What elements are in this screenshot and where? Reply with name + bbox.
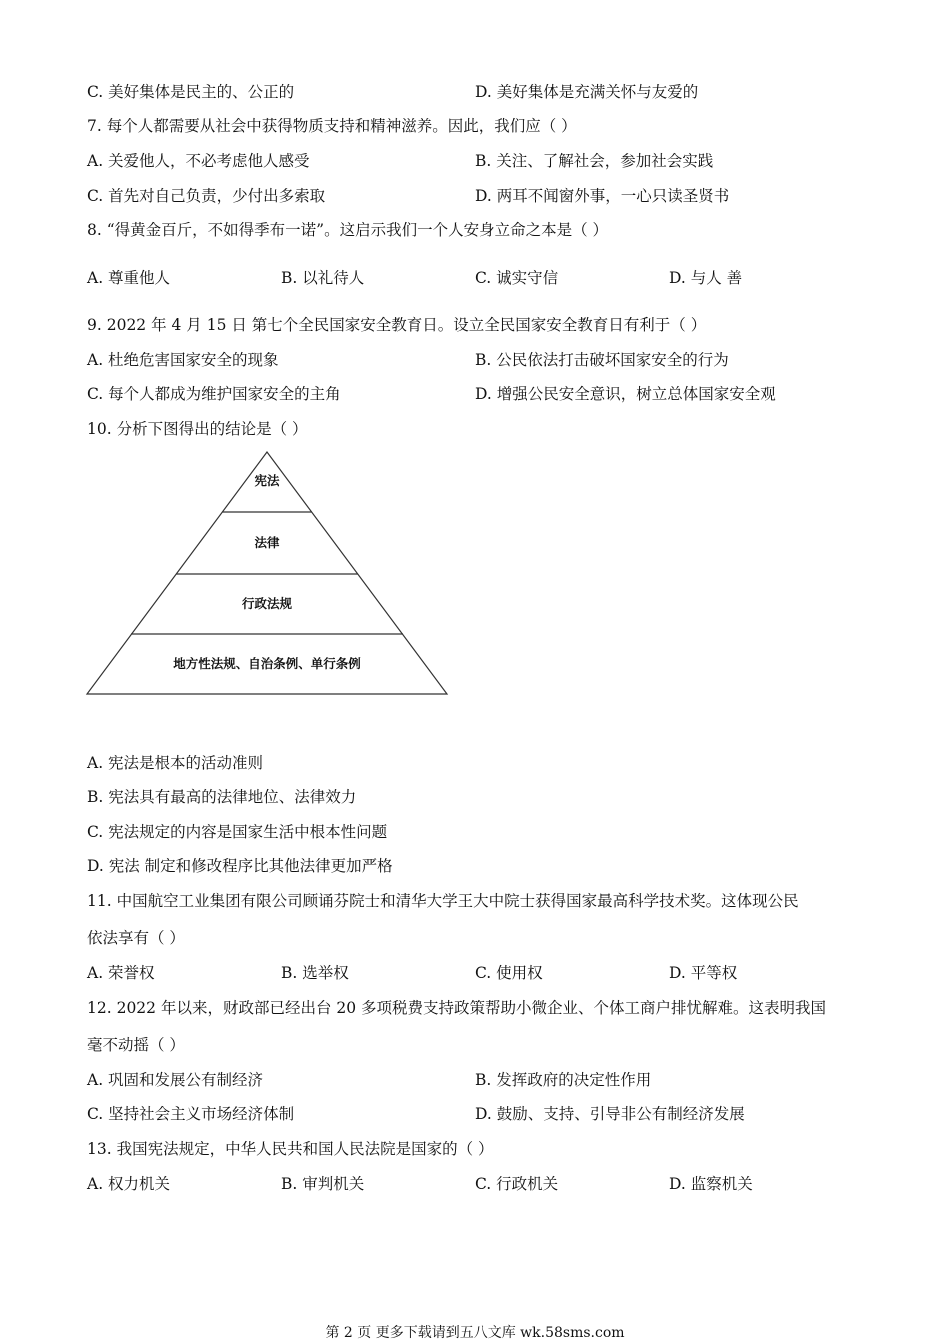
q7-option-a: A. 关爱他人，不必考虑他人感受 [87,152,310,170]
pyramid-level-constitution: 宪法 [254,473,280,488]
pyramid-level-law: 法律 [254,535,280,550]
q7-stem: 7. 每个人都需要从社会中获得物质支持和精神滋养。因此，我们应（ ） [87,117,577,135]
q9-option-d: D. 增强公民安全意识，树立总体国家安全观 [475,385,776,403]
pyramid-level-administrative-regulations: 行政法规 [241,596,293,611]
page-footer: 第 2 页 更多下载请到五八文库 wk.58sms.com [325,1325,625,1341]
q12-option-c: C. 坚持社会主义市场经济体制 [87,1105,295,1123]
q10-option-c: C. 宪法规定的内容是国家生活中根本性问题 [87,823,388,841]
q11-option-a: A. 荣誉权 [87,964,155,982]
q12-option-b: B. 发挥政府的决定性作用 [475,1071,652,1089]
q10-stem: 10. 分析下图得出的结论是（ ） [87,420,308,438]
q7-option-d: D. 两耳不闻窗外事，一心只读圣贤书 [475,187,730,205]
q10-option-a: A. 宪法是根本的活动准则 [87,754,264,772]
q10-option-b: B. 宪法具有最高的法律地位、法律效力 [87,788,357,806]
q11-option-c: C. 使用权 [475,964,543,982]
q12-option-a: A. 巩固和发展公有制经济 [87,1071,264,1089]
q11-option-d: D. 平等权 [669,964,738,982]
q12-stem-line1: 12. 2022 年以来，财政部已经出台 20 多项税费支持政策帮助小微企业、个体工商户排忧解难。这表明我国 [87,999,827,1017]
q8-option-d: D. 与人 善 [669,269,743,287]
q13-option-d: D. 监察机关 [669,1175,753,1193]
q13-option-b: B. 审判机关 [281,1175,365,1193]
q12-stem-line2: 毫不动摇（ ） [87,1036,185,1054]
q11-option-b: B. 选举权 [281,964,349,982]
q9-option-b: B. 公民依法打击破坏国家安全的行为 [475,351,729,369]
q6-option-d: D. 美好集体是充满关怀与友爱的 [475,83,699,101]
q8-stem: 8. “得黄金百斤，不如得季布一诺”。这启示我们一个人安身立命之本是（ ） [87,221,608,239]
q9-option-c: C. 每个人都成为维护国家安全的主角 [87,385,341,403]
q9-option-a: A. 杜绝危害国家安全的现象 [87,351,279,369]
q7-option-b: B. 关注、了解社会，参加社会实践 [475,152,714,170]
q7-option-c: C. 首先对自己负责，少付出多索取 [87,187,326,205]
q13-option-a: A. 权力机关 [87,1175,171,1193]
q12-option-d: D. 鼓励、支持、引导非公有制经济发展 [475,1105,745,1123]
q8-option-a: A. 尊重他人 [87,269,171,287]
q9-stem: 9. 2022 年 4 月 15 日 第七个全民国家安全教育日。设立全民国家安全教育日有利于（ ） [87,316,707,334]
q6-option-c: C. 美好集体是民主的、公正的 [87,83,295,101]
q8-option-b: B. 以礼待人 [281,269,365,287]
q8-option-c: C. 诚实守信 [475,269,559,287]
law-hierarchy-pyramid [80,448,460,700]
q13-option-c: C. 行政机关 [475,1175,559,1193]
pyramid-level-local-regulations: 地方性法规、自治条例、单行条例 [173,656,361,671]
q13-stem: 13. 我国宪法规定，中华人民共和国人民法院是国家的（ ） [87,1140,494,1158]
q11-stem-line1: 11. 中国航空工业集团有限公司顾诵芬院士和清华大学王大中院士获得国家最高科学技术奖。这体现公民 [87,892,799,910]
q10-option-d: D. 宪法 制定和修改程序比其他法律更加严格 [87,857,393,875]
q11-stem-line2: 依法享有（ ） [87,929,185,947]
